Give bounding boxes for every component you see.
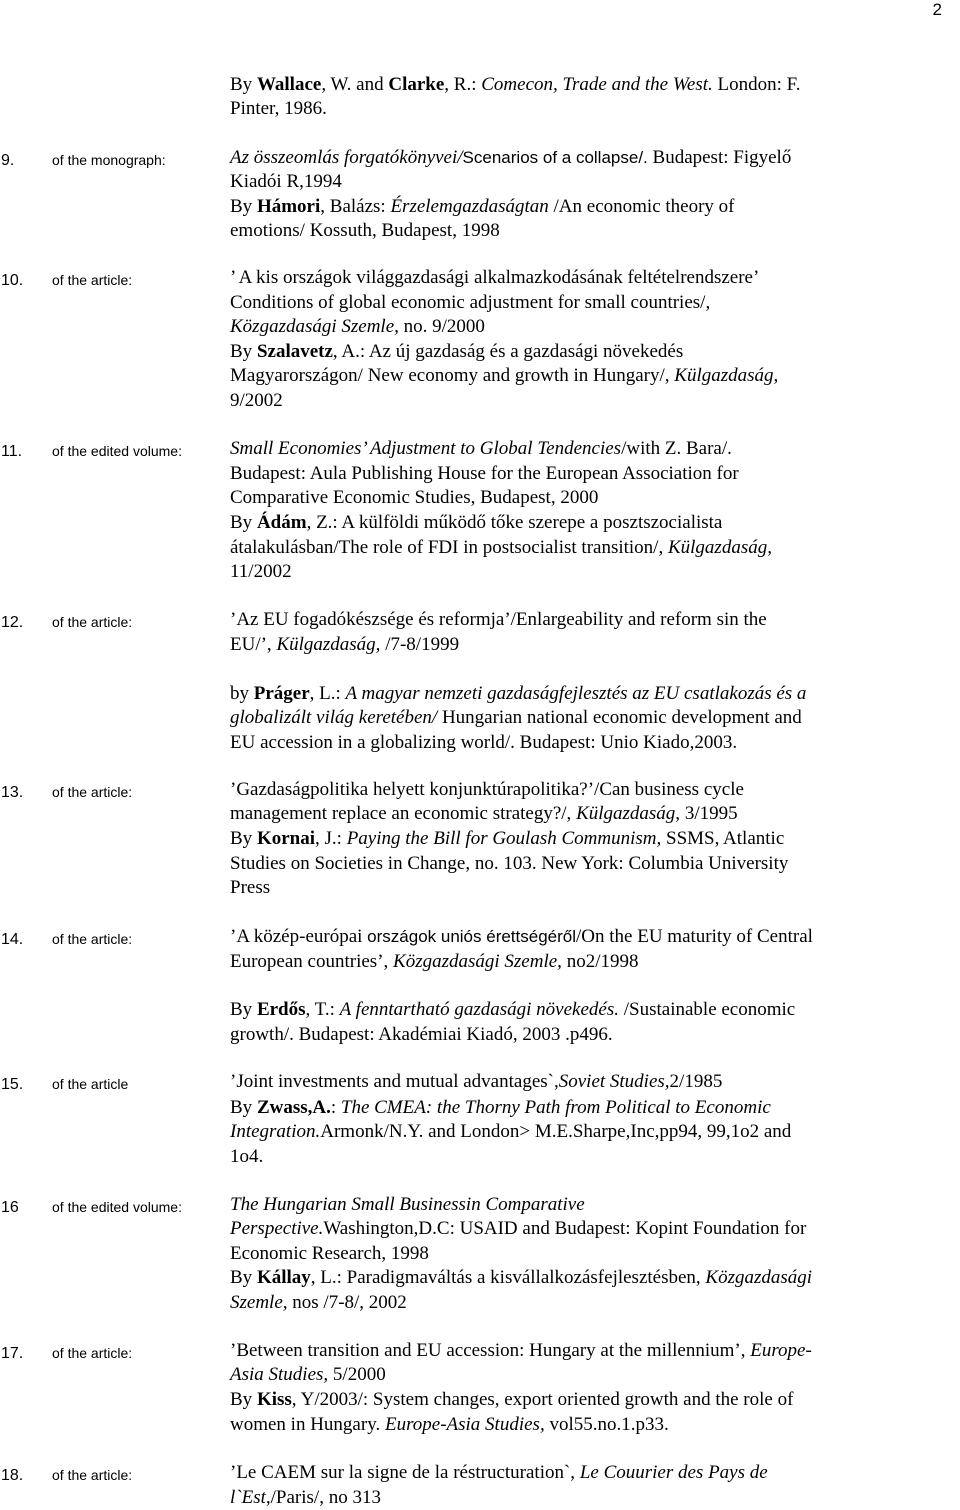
reference-text: emotions/ Kossuth, Budapest, 1998	[230, 220, 500, 241]
reference-line	[230, 1096, 771, 1120]
reference-line	[230, 315, 485, 339]
reference-text: Pinter, 1986.	[230, 98, 327, 119]
entry-type-label: of the article:	[52, 1467, 133, 1483]
reference-text: nos /7-8/, 2002	[287, 1292, 407, 1313]
reference-line	[230, 778, 744, 802]
reference-text: Kiadói R,1994	[230, 171, 342, 192]
title-text: Az összeomlás forgatókönyvei/	[230, 147, 463, 168]
reference-line	[230, 682, 806, 706]
reference-text: ’A közép-európai	[230, 926, 368, 947]
title-text: Europe-Asia Studies,	[384, 1414, 545, 1435]
reference-line	[230, 1363, 386, 1387]
reference-text: /with Z. Bara/.	[621, 438, 732, 459]
reference-text: Washington,D.C: USAID and Budapest: Kopint Foundation for	[323, 1218, 807, 1239]
reference-text: SSMS, Atlantic	[661, 828, 785, 849]
reference-text: ’Gazdaságpolitika helyett konjunktúrapolitika?’/Can business cycle	[230, 779, 744, 800]
reference-text: Hungarian national economic development and	[437, 707, 802, 728]
reference-text: Studies on Societies in Change, no. 103. New York: Columbia University	[230, 853, 789, 874]
reference-text: Scenarios of a collapse/.	[462, 148, 648, 167]
reference-text: , T.:	[305, 999, 340, 1020]
reference-text: management replace an economic strategy?/,	[230, 803, 577, 824]
reference-line	[230, 1023, 613, 1047]
entry-number: 14.	[1, 931, 24, 948]
reference-line	[230, 389, 283, 413]
entry-number: 9.	[1, 152, 15, 169]
reference-text: women in Hungary.	[230, 1414, 385, 1435]
reference-line	[230, 486, 598, 510]
title-text: A magyar nemzeti gazdaságfejlesztés az EU csatlakozás és a	[345, 683, 807, 704]
reference-line	[230, 925, 813, 949]
entry-type-label: of the article:	[52, 614, 133, 630]
reference-text: by	[230, 683, 254, 704]
reference-text: ’Between transition and EU accession: Hungary at the millennium’,	[230, 1340, 751, 1361]
entry-type-label: of the article:	[52, 784, 133, 800]
reference-text: , R.:	[444, 74, 482, 95]
reference-text: By	[230, 1389, 257, 1410]
title-text: The Hungarian Small Businessin Comparative	[230, 1194, 585, 1215]
reference-text: Economic Research, 1998	[230, 1243, 429, 1264]
entry-number: 15.	[1, 1076, 24, 1093]
reference-text: 9/2002	[230, 390, 283, 411]
entry-number: 12.	[1, 614, 24, 631]
title-text: Szemle,	[230, 1292, 288, 1313]
entry-number: 17.	[1, 1345, 24, 1362]
reference-line	[230, 437, 732, 461]
title-text: Comecon, Trade and the West.	[481, 74, 713, 95]
reference-text: vol55.no.1.p33.	[544, 1414, 669, 1435]
title-text: The CMEA: the Thorny Path from Political to Economic	[340, 1097, 771, 1118]
reference-line	[230, 1413, 669, 1437]
title-text: Külgazdaság,	[667, 537, 772, 558]
entry-type-label: of the edited volume:	[52, 1199, 182, 1215]
entry-number: 11.	[1, 443, 23, 460]
reference-text: European countries’,	[230, 951, 394, 972]
reference-line	[230, 97, 327, 121]
reference-line	[230, 1486, 381, 1510]
reference-line	[230, 73, 800, 97]
author-name: Clarke	[388, 74, 445, 95]
reference-text: By	[230, 1267, 257, 1288]
reference-line	[230, 462, 739, 486]
title-text: Külgazdaság,	[674, 365, 779, 386]
entry-type-label: of the article	[52, 1076, 129, 1092]
title-text: Integration.	[230, 1121, 321, 1142]
reference-text: ’ A kis országok világgazdasági alkalmazkodásának feltételrendszere’	[230, 267, 760, 288]
reference-text: , A.: Az új gazdaság és a gazdasági növekedés	[332, 341, 684, 362]
reference-text: :	[330, 1097, 341, 1118]
reference-line	[230, 146, 791, 170]
reference-text: Magyarországon/ New economy and growth in Hungary/,	[230, 365, 675, 386]
reference-text: no. 9/2000	[398, 316, 485, 337]
author-name: Szalavetz	[256, 341, 333, 362]
reference-text: országok uniós érettségéről	[367, 927, 577, 946]
reference-text: , L.: Paradigmaváltás a kisvállalkozásfejlesztésben,	[310, 1267, 706, 1288]
reference-text: , Balázs:	[320, 196, 391, 217]
reference-line	[230, 340, 683, 364]
reference-text: , J.:	[315, 828, 347, 849]
entry-type-label: of the monograph:	[52, 152, 166, 168]
reference-line	[230, 1388, 793, 1412]
reference-text: Press	[230, 877, 271, 898]
reference-line	[230, 1217, 806, 1241]
author-name: Wallace	[256, 74, 322, 95]
reference-line	[230, 266, 759, 290]
title-text: Közgazdasági Szemle,	[393, 951, 562, 972]
reference-text: Budapest: Aula Publishing House for the European Association for	[230, 463, 739, 484]
reference-text: , L.:	[309, 683, 346, 704]
reference-line	[230, 731, 737, 755]
reference-text: 11/2002	[230, 561, 292, 582]
reference-line	[230, 1339, 812, 1363]
reference-text: Comparative Economic Studies, Budapest, 2000	[230, 487, 599, 508]
reference-line	[230, 998, 795, 1022]
reference-text: /Sustainable economic	[619, 999, 796, 1020]
reference-line	[230, 536, 772, 560]
reference-text: growth/. Budapest: Akadémiai Kiadó, 2003 .p496.	[230, 1024, 613, 1045]
reference-line	[230, 291, 710, 315]
title-text: Közgazdasági	[705, 1267, 813, 1288]
reference-text: , W. and	[321, 74, 389, 95]
reference-line	[230, 1266, 812, 1290]
reference-text: /An economic theory of	[548, 196, 735, 217]
page-number: 2	[932, 0, 942, 19]
reference-line	[230, 802, 738, 826]
reference-text: no2/1998	[561, 951, 639, 972]
reference-text: By	[230, 196, 257, 217]
entry-number: 13.	[1, 784, 24, 801]
reference-line	[230, 219, 500, 243]
author-name: Práger	[253, 683, 310, 704]
reference-text: , Y/2003/: System changes, export oriented growth and the role of	[291, 1389, 794, 1410]
reference-text: By	[230, 74, 257, 95]
reference-line	[230, 1070, 722, 1094]
entry-number: 18.	[1, 1467, 24, 1484]
reference-line	[230, 852, 788, 876]
reference-text: 5/2000	[328, 1364, 386, 1385]
reference-text: By	[230, 1097, 257, 1118]
reference-text: EU accession in a globalizing world/. Budapest: Unio Kiado,2003.	[230, 732, 738, 753]
reference-line	[230, 1461, 768, 1485]
reference-line	[230, 195, 735, 219]
reference-line	[230, 1193, 585, 1217]
reference-line	[230, 633, 459, 657]
title-text: Asia Studies,	[230, 1364, 329, 1385]
title-text: Külgazdaság,	[576, 803, 681, 824]
reference-line	[230, 1145, 263, 1169]
author-name: Hámori	[256, 196, 321, 217]
reference-line	[230, 1242, 429, 1266]
reference-text: ’Le CAEM sur la signe de la réstructuration`,	[230, 1462, 580, 1483]
reference-line	[230, 827, 784, 851]
reference-text: Armonk/N.Y. and London> M.E.Sharpe,Inc,pp94, 99,1o2 and	[320, 1121, 792, 1142]
reference-text: 1o4.	[230, 1146, 264, 1167]
reference-line	[230, 706, 802, 730]
reference-text: /On the EU maturity of Central	[576, 926, 813, 947]
title-text: Külgazdaság,	[276, 634, 381, 655]
reference-line	[230, 876, 270, 900]
author-name: Zwass,A.	[256, 1097, 331, 1118]
reference-line	[230, 950, 638, 974]
entry-type-label: of the article:	[52, 272, 133, 288]
reference-line	[230, 1120, 791, 1144]
reference-text: 2/1985	[669, 1071, 723, 1092]
title-text: Perspective.	[230, 1218, 324, 1239]
reference-text: By	[230, 999, 257, 1020]
author-name: Kiss	[256, 1389, 292, 1410]
title-text: Small Economies’ Adjustment to Global Tendencies	[230, 438, 622, 459]
entry-type-label: of the edited volume:	[52, 443, 182, 459]
entry-number: 10.	[1, 272, 24, 289]
reference-line	[230, 560, 292, 584]
reference-text: London: F.	[712, 74, 801, 95]
reference-text: Conditions of global economic adjustment for small countries/,	[230, 292, 711, 313]
title-text: Paying the Bill for Goulash Communism,	[346, 828, 662, 849]
title-text: Le Couurier des Pays de	[579, 1462, 768, 1483]
title-text: l`Est,	[230, 1487, 271, 1508]
author-name: Ádám	[256, 512, 307, 533]
entry-number: 16	[1, 1199, 19, 1216]
title-text: Europe-	[750, 1340, 812, 1361]
reference-text: Budapest: Figyelő	[647, 147, 792, 168]
reference-line	[230, 511, 722, 535]
reference-line	[230, 170, 342, 194]
reference-line	[230, 608, 767, 632]
reference-text: ’Az EU fogadókészsége és reformja’/Enlargeability and reform sin the	[230, 609, 767, 630]
reference-text: By	[230, 828, 257, 849]
reference-text: 3/1995	[680, 803, 738, 824]
author-name: Kornai	[256, 828, 315, 849]
author-name: Kállay	[256, 1267, 311, 1288]
reference-text: By	[230, 512, 257, 533]
title-text: globalizált világ keretében/	[230, 707, 438, 728]
title-text: Közgazdasági Szemle,	[230, 316, 399, 337]
reference-text: /Paris/, no 313	[270, 1487, 381, 1508]
author-name: Erdős	[256, 999, 306, 1020]
title-text: Soviet Studies,	[558, 1071, 670, 1092]
reference-line	[230, 364, 778, 388]
entry-type-label: of the article:	[52, 1345, 133, 1361]
entry-type-label: of the article:	[52, 931, 133, 947]
reference-text: ’Joint investments and mutual advantages`,	[230, 1071, 559, 1092]
reference-text: EU/’,	[230, 634, 277, 655]
reference-text: átalakulásban/The role of FDI in postsocialist transition/,	[230, 537, 668, 558]
reference-text: By	[230, 341, 257, 362]
reference-text: /7-8/1999	[380, 634, 460, 655]
title-text: Érzelemgazdaságtan	[390, 196, 549, 217]
reference-line	[230, 1291, 407, 1315]
reference-text: , Z.: A külföldi működő tőke szerepe a posztszocialista	[306, 512, 723, 533]
title-text: A fenntartható gazdasági növekedés.	[339, 999, 619, 1020]
